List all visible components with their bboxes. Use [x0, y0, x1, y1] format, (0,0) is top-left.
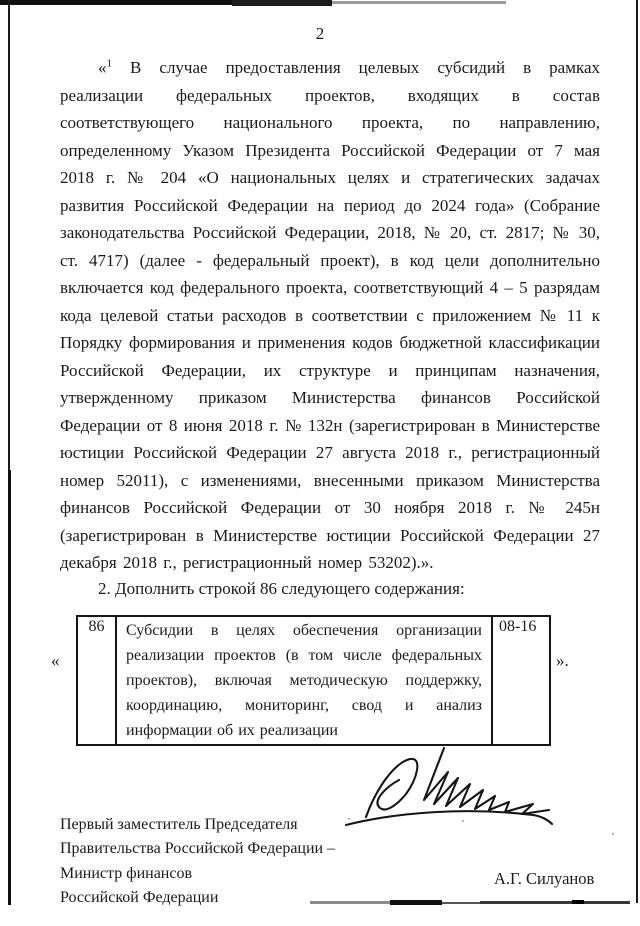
signer-name: А.Г. Силуанов: [494, 868, 595, 888]
signer-title-line: Первый заместитель Председателя: [60, 815, 298, 833]
amendment-instruction: 2. Дополнить строкой 86 следующего содержания:: [98, 578, 465, 598]
signature-image: [336, 743, 556, 839]
signer-title-line: Министр финансов: [60, 864, 193, 882]
amendment-table-section: [0, 615, 640, 739]
insert-quote-close: ».: [556, 650, 569, 670]
page-number: 2: [315, 24, 325, 43]
scan-artifact-top-edge: [232, 0, 332, 6]
signer-title-line: Российской Федерации: [60, 889, 219, 906]
footnote-mark: 1: [106, 57, 112, 70]
row-description-cell: Субсидии в целях обеспечения организации реализации проектов (в том числе федеральных проектов), включая методическую поддержку, координацию, мониторинг, свод и анализ информации об их реализации: [116, 616, 492, 745]
row-code-cell: 08-16: [492, 616, 550, 745]
signature-section: [0, 741, 640, 926]
amendment-table: [76, 615, 551, 746]
scan-artifact-top-edge: [332, 1, 506, 4]
paragraph-text: В случае предоставления целевых субсидий в рамках реализации федеральных проектов, входящих в состав соответствующего национального проекта, по направлению, определенному Указом Президента Российской Федерации от 7 мая 2018 г. № 204 «О национальных целях и стратегических задачах развития Российской Федерации на период до 2024 года» (Собрание законодательства Российской Федерации, 2018, № 20, ст. 2817; № 30, ст. 4717) (далее - федеральный проект), в код цели дополнительно включается код федерального проекта, соответствующий 4 – 5 разрядам кода целевой статьи расходов в соответствии с приложением № 11 к Порядку формирования и применения кодов бюджетной классификации Российской Федерации, их структуре и принципам назначения, утвержденному приказом Министерства финансов Российской Федерации от 8 июня 2018 г. № 132н (зарегистрирован в Министерстве юстиции Российской Федерации 27 августа 2018 г., регистрационный номер 52011), с изменениями, внесенными приказом Министерства финансов Российской Федерации от 30 ноября 2018 г. № 245н (зарегистрирован в Министерстве юстиции Российской Федерации 27 декабря 2018 г., регистрационный номер 53202).».: [60, 58, 600, 572]
signer-title-line: Правительства Российской Федерации –: [60, 840, 336, 857]
insert-quote-open: «: [51, 650, 60, 670]
table-row: [77, 616, 550, 745]
scan-artifact-top-edge: [0, 0, 232, 5]
body-paragraph: [60, 54, 600, 577]
row-number-cell: 86: [77, 616, 116, 745]
signer-title: [60, 813, 335, 911]
opening-quote: «: [98, 58, 107, 77]
